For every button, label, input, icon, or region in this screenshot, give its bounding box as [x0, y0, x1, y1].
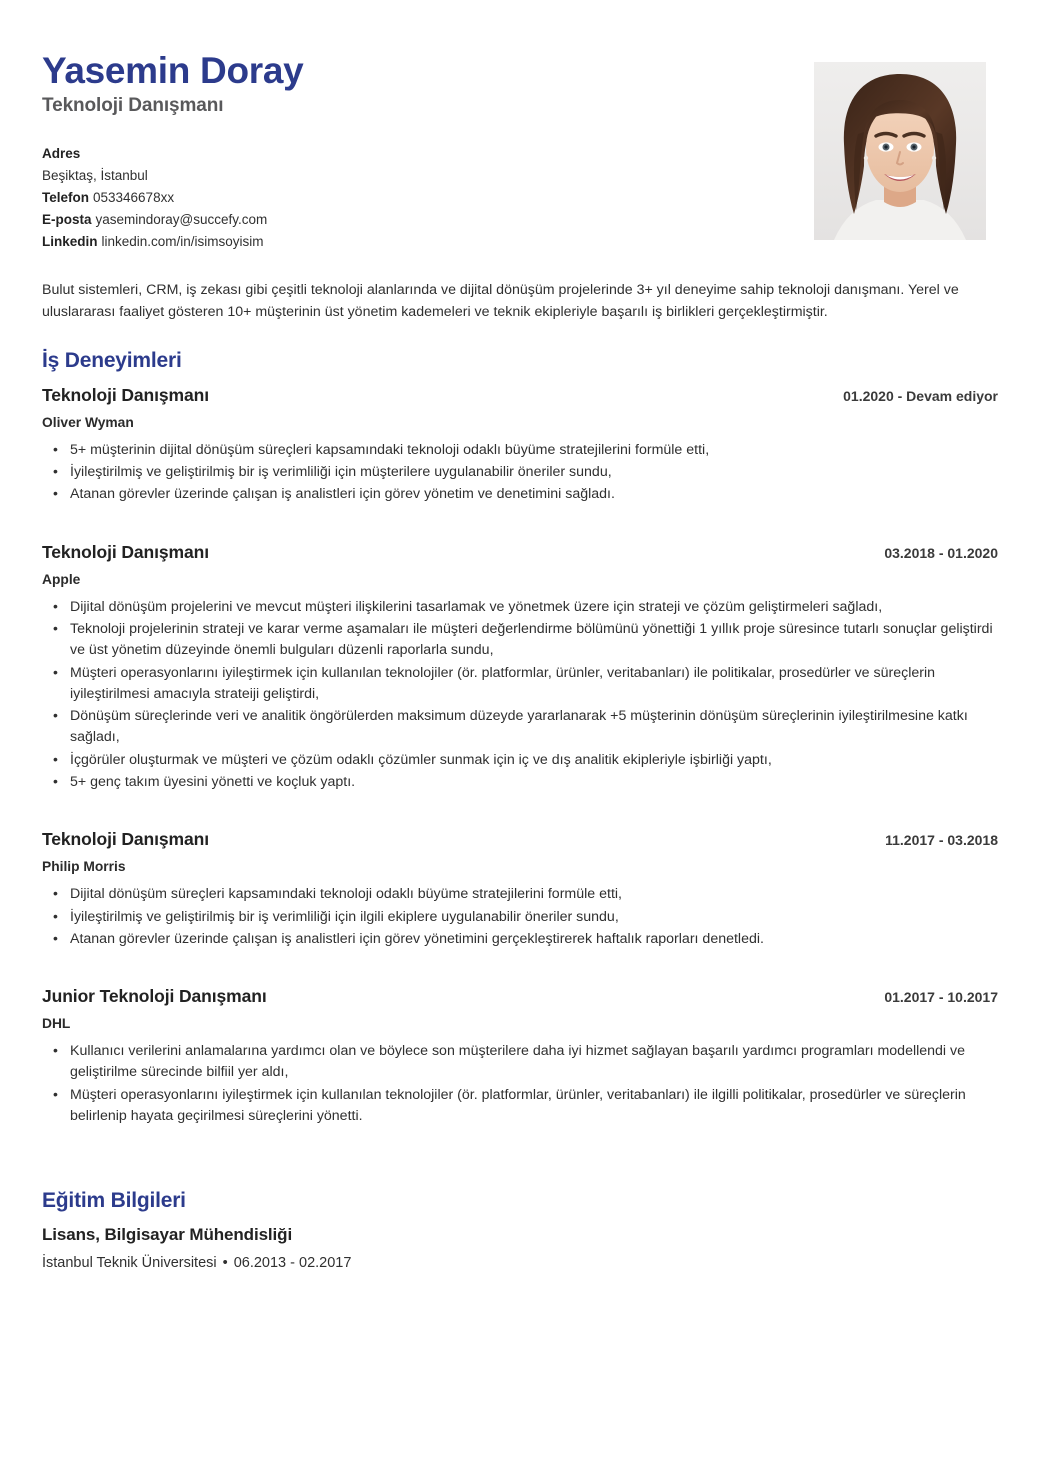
- list-item: • Kullanıcı verilerini anlamalarına yardımcı olan ve böylece son müşterilere daha iyi hizmet sağlayan başarılı yardımcı programları modellendi ve geliştirilme sürecinde bilfiil yer aldı,: [68, 1041, 998, 1084]
- education-school: İstanbul Teknik Üniversitesi: [42, 1255, 217, 1272]
- contact-block: [42, 143, 814, 252]
- experience-bullet-list: [42, 884, 998, 950]
- education-date: 06.2013 - 02.2017: [233, 1255, 352, 1272]
- experience-bullet-list: [42, 440, 998, 506]
- phone-label: Telefon: [42, 190, 89, 206]
- experience-company: Philip Morris: [42, 859, 126, 875]
- list-item: • Dijital dönüşüm projelerini ve mevcut müşteri ilişkilerini tasarlamak ve yönetmek üzere için strateji ve çözüm geliştirmeleri sağladı,: [68, 597, 998, 618]
- experience-entry-head: [42, 385, 998, 406]
- education-separator: •: [222, 1255, 228, 1272]
- experience-company: Apple: [42, 571, 81, 587]
- list-item: • İyileştirilmiş ve geliştirilmiş bir iş verimliliği için müşterilere uygulanabilir öneriler sundu,: [68, 462, 998, 483]
- education-degree: Lisans, Bilgisayar Mühendisliği: [42, 1225, 293, 1245]
- experience-role: Teknoloji Danışmanı: [42, 829, 209, 850]
- experience-entry: [42, 829, 998, 950]
- email-label: E-posta: [42, 212, 92, 228]
- experience-entry: [42, 542, 998, 794]
- experience-entry: [42, 986, 998, 1127]
- header-left-column: [42, 50, 814, 253]
- list-item: • Müşteri operasyonlarını iyileştirmek için kullanılan teknolojiler (ör. platformlar, ürünler, veritabanları) ile ilgilli politikalar, prosedürler ve süreçlerin belirlenip hayata geçirilmesi süreçlerini yönetti.: [68, 1085, 998, 1128]
- experience-entry-head: [42, 986, 998, 1007]
- list-item: • Atanan görevler üzerinde çalışan iş analistleri için görev yönetim ve denetimini sağladı.: [68, 484, 998, 505]
- linkedin-value[interactable]: linkedin.com/in/isimsoyisim: [101, 233, 264, 249]
- list-item: • 5+ müşterinin dijital dönüşüm süreçleri kapsamındaki teknoloji odaklı büyüme stratejilerini formüle etti,: [68, 440, 998, 461]
- education-meta: [42, 1255, 998, 1271]
- address-value: Beşiktaş, İstanbul: [42, 168, 148, 184]
- list-item: • İyileştirilmiş ve geliştirilmiş bir iş verimliliği için ilgili ekiplere uygulanabilir öneriler sundu,: [68, 907, 998, 928]
- list-item: • Dönüşüm süreçlerinde veri ve analitik öngörülerden maksimum düzeyde yararlanarak +5 müşterinin dönüşüm süreçlerinin iyileştirilmesine katkı sağladı,: [68, 706, 998, 749]
- experience-entry-head: [42, 829, 998, 850]
- list-item: • Müşteri operasyonlarını iyileştirmek için kullanılan teknolojiler (ör. platformlar, ürünler, veritabanları) ile politikalar, prosedürler ve süreçlerin iyileştirilmesi amacıyla strateiji geliştirdi,: [68, 663, 998, 706]
- linkedin-label: Linkedin: [42, 233, 98, 249]
- experience-role: Teknoloji Danışmanı: [42, 384, 209, 405]
- experience-role: Teknoloji Danışmanı: [42, 541, 209, 562]
- list-item: • 5+ genç takım üyesini yönetti ve koçluk yaptı.: [68, 772, 998, 793]
- experience-bullet-list: [42, 1041, 998, 1127]
- experience-date: 01.2020 - Devam ediyor: [843, 387, 998, 404]
- experience-bullet-list: [42, 597, 998, 794]
- header-job-title: Teknoloji Danışmanı: [42, 95, 224, 117]
- profile-summary: Bulut sistemleri, CRM, iş zekası gibi çeşitli teknoloji alanlarında ve dijital dönüşüm projelerinde 3+ yıl deneyime sahip teknoloji danışmanı. Yerel ve uluslararası faaliyet gösteren 10+ müşterinin üst yönetim kademeleri ve teknik ekipleriyle başarılı iş birlikleri gerçekleştirmiştir.: [42, 281, 959, 320]
- list-item: • Atanan görevler üzerinde çalışan iş analistleri için görev yönetimini gerçekleştirerek haftalık raporları denetledi.: [68, 929, 998, 950]
- experience-entry: [42, 385, 998, 506]
- experience-date: 11.2017 - 03.2018: [885, 832, 998, 849]
- experience-entry-head: [42, 542, 998, 563]
- experience-company: DHL: [42, 1016, 71, 1032]
- portrait-photo-icon: [814, 62, 986, 240]
- email-value[interactable]: yasemindoray@succefy.com: [95, 212, 268, 228]
- experience-company: Oliver Wyman: [42, 414, 134, 430]
- experience-role: Junior Teknoloji Danışmanı: [42, 986, 267, 1007]
- list-item: • Teknoloji projelerinin strateji ve karar verme aşamaları ile müşteri değerlendirme bölümünü yönettiği 1 yıllık proje süresince tutarlı sonuçlar geliştirdi ve üst yönetim düzeyinde önemli bulguları düzenli raporlarla sundu,: [68, 619, 998, 662]
- experience-date: 03.2018 - 01.2020: [884, 544, 998, 561]
- email-row: [42, 209, 814, 231]
- section-title-education: Eğitim Bilgileri: [42, 1189, 186, 1213]
- avatar: [814, 62, 986, 240]
- page-title: Yasemin Doray: [42, 50, 304, 91]
- phone-value: 053346678xx: [93, 190, 175, 206]
- list-item: • Dijital dönüşüm süreçleri kapsamındaki teknoloji odaklı büyüme stratejilerini formüle etti,: [68, 884, 998, 905]
- phone-row: [42, 187, 814, 209]
- resume-header: [42, 50, 998, 253]
- linkedin-row: [42, 231, 814, 253]
- experience-date: 01.2017 - 10.2017: [884, 989, 998, 1006]
- list-item: • İçgörüler oluşturmak ve müşteri ve çözüm odaklı çözümler sunmak için iç ve dış analitik ekipleriyle işbirliği yaptı,: [68, 750, 998, 771]
- section-title-experience: İş Deneyimleri: [42, 348, 182, 372]
- address-label: Adres: [42, 146, 81, 162]
